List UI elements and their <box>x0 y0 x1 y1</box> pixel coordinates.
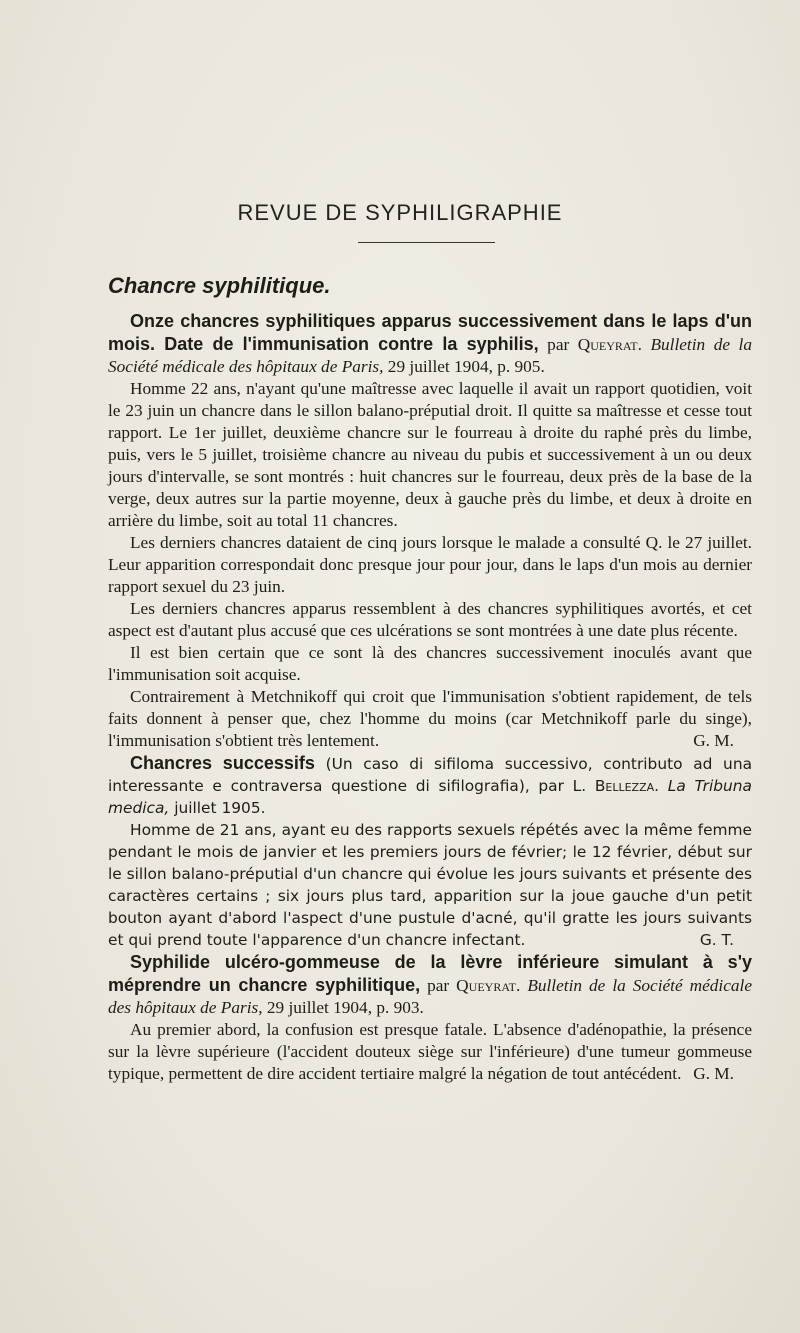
entry3-author: Queyrat. <box>456 976 521 995</box>
entry1-signature: G. M. <box>693 731 734 750</box>
entry3-journal: Bulletin de la Société médicale des hôpitaux de Paris, <box>108 976 753 1017</box>
entry3-citation <box>108 951 752 1019</box>
entry3-paragraph-text: Au premier abord, la confusion est presque fatale. L'absence d'adénopathie, la présence sur la lèvre supérieure (l'accident douteux siège sur l'inférieure) d'une tumeur gommeuse typique, permettent de dire accident tertiaire malgré la négation de tout antécédent. <box>108 1020 752 1083</box>
entry2-signature: G. T. <box>699 931 734 949</box>
entry1-by: par <box>547 335 570 354</box>
entry1-paragraph-last <box>108 686 752 752</box>
entry1-paragraph-text: Contrairement à Metchnikoff qui croit que l'immunisation s'obtient rapidement, de tels faits donnent à penser que, chez l'homme du moins (car Metchnikoff parle du singe), l'immunisation s'obtient très lentement. <box>108 687 752 750</box>
entry3-paragraph <box>108 1019 752 1085</box>
entry1-paragraph: Les derniers chancres apparus ressemblent à des chancres syphilitiques avortés, et cet aspect est d'autant plus accusé que ces ulcérations se sont montrées à une date plus récente. <box>108 599 752 640</box>
entry3-by: par <box>427 976 450 995</box>
entry2-date: juillet 1905. <box>174 799 266 817</box>
entry1-heading: Onze chancres syphilitiques apparus successivement dans le laps d'un mois. Date de l'immunisation contre la syphilis, <box>108 311 752 354</box>
entry1-paragraph: Les derniers chancres dataient de cinq jours lorsque le malade a consulté Q. le 27 juillet. Leur apparition correspondait donc presque jour pour jour, dans le laps d'un mois au dernier rapport sexuel du 23 juin. <box>108 533 752 596</box>
entry3-heading: Syphilide ulcéro-gommeuse de la lèvre inférieure simulant à s'y méprendre un chancre syphilitique, <box>108 952 752 995</box>
entry1-paragraph: Homme 22 ans, n'ayant qu'une maîtresse avec laquelle il avait un rapport quotidien, voit le 23 juin un chancre dans le sillon balano-préputial droit. Il quitte sa maîtresse et cesse tout rapport. Le 1er juillet, deuxième chancre sur le fourreau à droite du raphé près du limbe, puis, vers le 5 juillet, troisième chancre au niveau du pubis et successivement à un ou deux jours d'intervalle, se sont montrés : huit chancres sur le fourreau, deux près de la base de la verge, deux autres sur la partie moyenne, deux à gauche près du limbe, et deux à droite en arrière du limbe, soit au total 11 chancres. <box>108 379 752 530</box>
page-title: REVUE DE SYPHILIGRAPHIE <box>237 200 563 225</box>
title-rule <box>358 242 495 243</box>
entry-queyrat-syphilide <box>108 951 752 1085</box>
entry2-italian-title: (Un caso di sifiloma successivo, contributo ad una interessante e contraversa questione di sifilografia), par L. <box>108 755 752 795</box>
section-title: Chancre syphilitique. <box>108 273 331 298</box>
entry2-author: Bellezza. <box>594 777 660 795</box>
entry2-paragraph-text: Homme de 21 ans, ayant eu des rapports sexuels répétés avec la même femme pendant le mois de janvier et les premiers jours de février; le 12 février, début sur le sillon balano-préputial d'un chancre qui évolue les jours suivants et présente des caractères certains ; six jours plus tard, apparition sur la joue gauche d'un petit bouton ayant d'abord l'aspect d'une pustule d'acné, qu'il gratte les jours suivants et qui prend toute l'apparence d'un chancre infectant. <box>108 821 752 949</box>
entry1-citation <box>108 310 752 378</box>
entry1-date: 29 juillet 1904, p. 905. <box>387 357 545 376</box>
entry1-paragraph: Il est bien certain que ce sont là des chancres successivement inoculés avant que l'immunisation soit acquise. <box>108 643 752 684</box>
entry1-journal: Bulletin de la Société médicale des hôpitaux de Paris, <box>108 335 752 376</box>
entry1-author: Queyrat. <box>577 335 642 354</box>
entry2-heading: Chancres successifs <box>130 753 315 773</box>
entry-queyrat-onze-chancres <box>108 310 752 752</box>
entry-bellezza-chancres-successifs <box>108 752 752 951</box>
entry2-paragraph <box>108 819 752 951</box>
entry3-date: 29 juillet 1904, p. 903. <box>266 998 424 1017</box>
entry3-signature: G. M. <box>693 1064 734 1083</box>
entry2-citation <box>108 752 752 819</box>
article-body <box>108 272 752 1085</box>
entry2-journal: La Tribuna medica, <box>108 777 752 817</box>
